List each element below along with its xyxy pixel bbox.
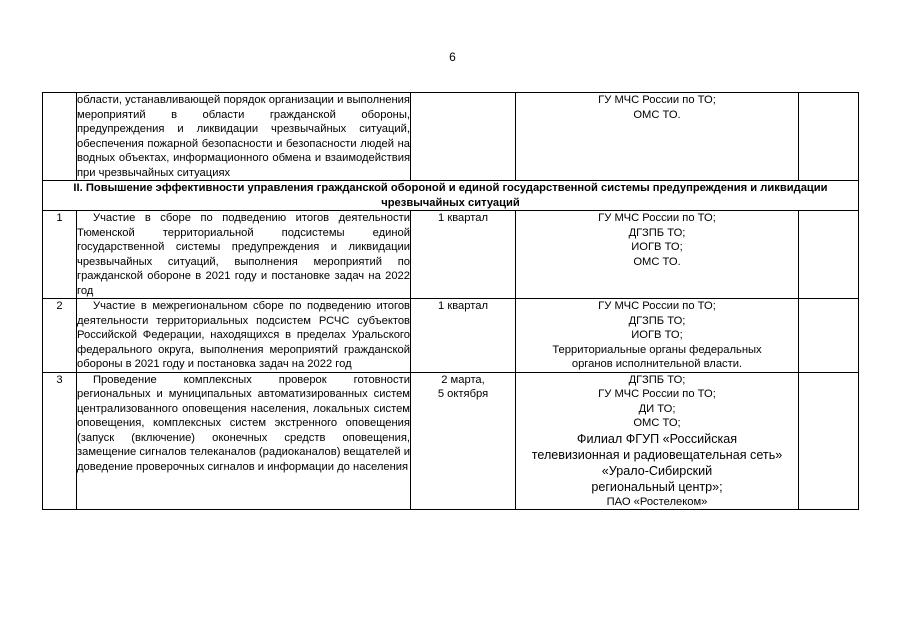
responsible-line: ГУ МЧС России по ТО;: [598, 94, 716, 106]
plan-table: [42, 92, 859, 510]
activity-cell: [77, 299, 411, 373]
term-cell: [411, 211, 516, 299]
responsible-line: ДИ ТО;: [638, 402, 676, 415]
term-line: 1 квартал: [438, 300, 488, 312]
term-cell: [411, 299, 516, 373]
table-row: [43, 211, 859, 299]
responsible-line: ГУ МЧС России по ТО;: [598, 300, 716, 312]
responsible-line: ОМС ТО;: [633, 417, 681, 429]
responsible-line: органов исполнительной власти.: [571, 358, 743, 370]
section-title: II. Повышение эффективности управления гражданской обороной и единой государственной системы предупреждения и ликвидации чрезвычайных ситуаций: [43, 181, 859, 211]
term-line: 1 квартал: [438, 212, 488, 224]
responsible-cell: [516, 372, 799, 510]
term-cell: [411, 93, 516, 181]
row-number-cell: [43, 93, 77, 181]
activity-text: Участие в межрегиональном сборе по подведению итогов деятельности территориальных подсистем РСЧС субъектов Российской Федерации, находящихся в пределах Уральского федерального округа, выполнения мероприятий гражданской обороны в 2021 году и постановка задач на 2022 год: [77, 300, 410, 370]
responsible-line: региональный центр»;: [591, 479, 723, 494]
responsible-line: «Урало-Сибирский: [601, 463, 713, 478]
note-cell: [799, 299, 859, 373]
term-line: 2 марта,: [441, 373, 485, 386]
activity-cell: [77, 93, 411, 181]
responsible-line: ИОГВ ТО;: [631, 241, 683, 253]
activity-cell: [77, 211, 411, 299]
table-row: [43, 93, 859, 181]
table-row: [43, 299, 859, 373]
responsible-line: ДГЗПБ ТО;: [628, 373, 686, 386]
activity-text: Проведение комплексных проверок готовности региональных и муниципальных автоматизированных систем централизованного оповещения населения, локальных систем оповещения, комплексных систем экстренного оповещения (запуск (включение) оконечных средств оповещения, замещение сигналов телеканалов (радиоканалов) вещателей и доведение проверочных сигналов и информации до населения: [77, 373, 410, 473]
responsible-cell: [516, 299, 799, 373]
page-number: 6: [449, 50, 456, 64]
responsible-line: ИОГВ ТО;: [631, 329, 683, 341]
responsible-line: Филиал ФГУП «Российская: [576, 431, 738, 446]
section-row: [43, 181, 859, 211]
row-number-cell: 2: [43, 299, 77, 373]
activity-text: Участие в сборе по подведению итогов деятельности Тюменской территориальной подсистемы единой государственной системы предупреждения и ликвидации чрезвычайных ситуаций, выполнения мероприятий по гражданской обороне в 2021 году и постановке задач на 2022 год: [77, 212, 410, 297]
table-row: [43, 372, 859, 510]
note-cell: [799, 211, 859, 299]
row-number-cell: 3: [43, 372, 77, 510]
row-number-cell: 1: [43, 211, 77, 299]
responsible-line: ДГЗПБ ТО;: [628, 314, 686, 327]
responsible-line: ГУ МЧС России по ТО;: [598, 388, 716, 400]
term-line: 5 октября: [437, 388, 489, 400]
note-cell: [799, 372, 859, 510]
responsible-line: ОМС ТО.: [633, 255, 681, 268]
activity-text: области, устанавливающей порядок организации и выполнения мероприятий в области гражданской обороны, предупреждения и ликвидации чрезвычайных ситуаций, обеспечения пожарной безопасности и безопасности людей на водных объектах, информационного обмена и взаимодействия при чрезвычайных ситуациях: [77, 94, 410, 179]
responsible-cell: [516, 93, 799, 181]
responsible-cell: [516, 211, 799, 299]
responsible-line: телевизионная и радиовещательная сеть»: [531, 447, 783, 462]
responsible-line: Территориальные органы федеральных: [552, 343, 762, 356]
term-cell: [411, 372, 516, 510]
responsible-line: ОМС ТО.: [633, 108, 681, 121]
note-cell: [799, 93, 859, 181]
responsible-line: ДГЗПБ ТО;: [628, 226, 686, 239]
activity-cell: [77, 372, 411, 510]
responsible-line: ПАО «Ростелеком»: [606, 495, 708, 508]
responsible-line: ГУ МЧС России по ТО;: [598, 212, 716, 224]
